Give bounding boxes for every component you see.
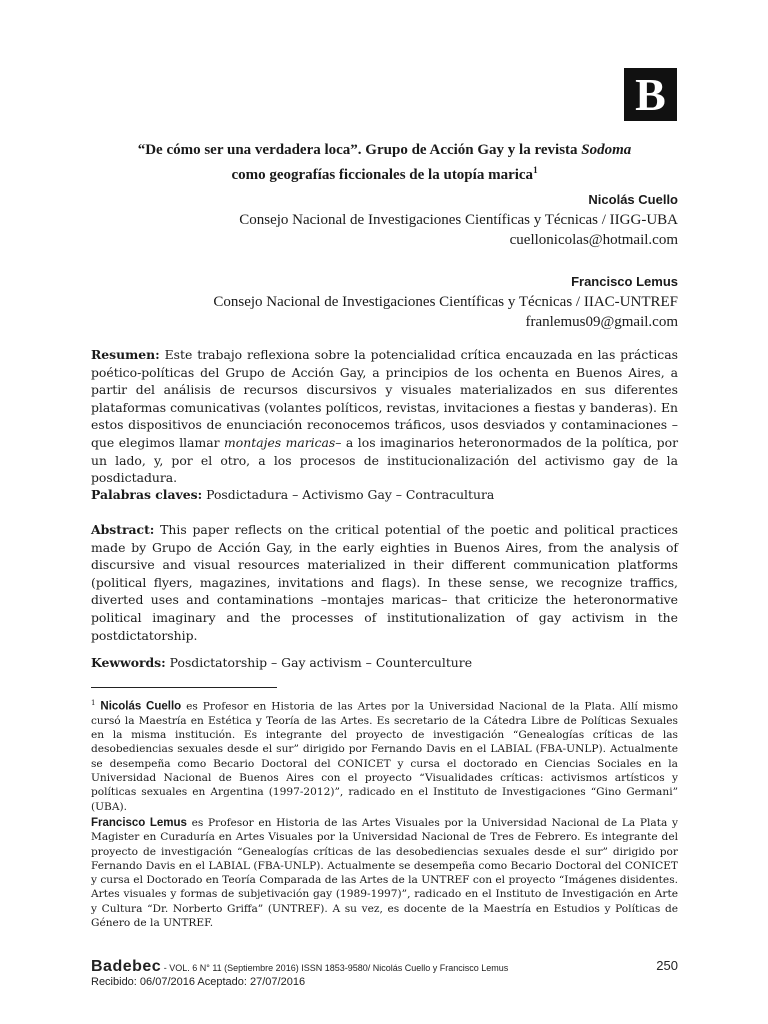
title-italic: Sodoma — [581, 142, 632, 158]
title-line2: como geografías ficcionales de la utopía marica — [231, 167, 534, 183]
title-line1: “De cómo ser una verdadera loca”. Grupo de Acción Gay y la revista Sodoma — [137, 142, 632, 158]
footnote-author-name: Nicolás Cuello — [100, 700, 182, 713]
footer-info: - VOL. 6 N° 11 (Septiembre 2016) ISSN 1853-9580/ Nicolás Cuello y Francisco Lemus — [161, 963, 509, 973]
palabras-claves: Palabras claves: Posdictadura – Activismo Gay – Contracultura — [91, 487, 495, 502]
resumen-italic: montajes maricas — [224, 434, 336, 450]
footnote-mark: 1 — [91, 699, 96, 707]
author-2 — [91, 272, 678, 332]
footnote-cuello: $^1$ Nicolás Cuello es Profesor en Historia de las Artes por la Universidad Nacional de la Plata. Allí mismo cursó la Maestría en Estética y Teoría de las Artes. Es secretario de la Cátedra Libre de Políticas Sexuales en la misma institución. Es integrante del proyecto de investigación “Genealogías críticas de las desobediencias sexuales desde el sur” dirigido por Fernando Davis en el LABIAL (FBA-UNLP). Actualmente se desempeña como Becario Doctoral del CONICET y cursa el doctorado en Ciencias Sociales en la Universidad Nacional de Buenos Aires con el proyecto “Visualidades críticas: activismos artísticos y políticas sexuales en Argentina (1997-2012)”, radicado en el Instituto de Investigaciones “Gino Germani” (UBA). — [91, 699, 679, 813]
journal-logo: B — [624, 68, 677, 121]
author-1 — [91, 190, 678, 250]
author-name: Nicolás Cuello — [588, 192, 678, 207]
author-email[interactable]: franlemus09@gmail.com — [525, 314, 678, 330]
footnote-lemus: Francisco Lemus es Profesor en Historia de las Artes Visuales por la Universidad Nacional de La Plata y Magister en Curaduría en Artes Visuales por la Universidad Nacional de Tres de Febrero. Es integrante del proyecto de investigación “Genealogías críticas de las desobediencias sexuales desde el sur” dirigido por Fernando Davis en el LABIAL (FBA-UNLP). Actualmente se desempeña como Becario Doctoral del CONICET y cursa el Doctorado en Teoría Comparada de las Artes de la UNTREF con el proyecto “Imágenes disidentes. Artes visuales y formas de subjetivación gay (1989-1997)”, radicado en el Instituto de Investigación en Arte y Cultura “Dr. Norberto Griffa” (UNTREF). A su vez, es docente de la Maestría en Estudios y Políticas de Género de la UNTREF. — [91, 817, 678, 930]
title-footnote-mark[interactable]: 1 — [533, 165, 538, 175]
palabras-label: Palabras claves: — [91, 487, 203, 502]
author-name: Francisco Lemus — [571, 274, 678, 289]
article-title — [91, 140, 678, 185]
keywords: Kewwords: Posdictatorship – Gay activism – Counterculture — [91, 655, 473, 670]
keywords-label: Kewwords: — [91, 655, 166, 670]
author-affiliation: Consejo Nacional de Investigaciones Científicas y Técnicas / IIAC-UNTREF — [213, 294, 678, 310]
page-number: 250 — [656, 958, 678, 973]
resumen-label: Resumen: — [91, 347, 160, 362]
received-dates: Recibido: 06/07/2016 Aceptado: 27/07/2016 — [91, 976, 306, 988]
footnote-divider — [91, 687, 277, 688]
journal-brand: Badebec — [91, 958, 162, 975]
abstract-paragraph: Abstract: This paper reflects on the critical potential of the poetic and political practices made by Grupo de Acción Gay, in the early eighties in Buenos Aires, from the analysis of discursive and visual resources materialized in their different communication platforms (political flyers, magazines, invitations and flags). In these sense, we recognize traffics, diverted uses and contaminations –montajes maricas– that criticize the heteronormative political imaginary and the processes of institutionalization of gay activism in the postdictatorship. — [91, 522, 678, 643]
abstract-label: Abstract: — [91, 522, 155, 537]
resumen-paragraph: Resumen: Este trabajo reflexiona sobre la potencialidad crítica encauzada en las prácticas poético-políticas del Grupo de Acción Gay, a principios de los ochenta en Buenos Aires, a partir del análisis de recursos discursivos y visuales materializados en sus diferentes plataformas comunicativas (volantes políticos, revistas, invitaciones a fiestas y banderas). En estos dispositivos de enunciación reconocemos tráficos, usos desviados y contaminaciones –que elegimos llamar montajes maricas– a los imaginarios heteronormados de la política, por un lado, y, por el otro, a los procesos de institucionalización del activismo gay de la posdictadura. — [91, 347, 678, 486]
author-affiliation: Consejo Nacional de Investigaciones Científicas y Técnicas / IIGG-UBA — [239, 212, 678, 228]
author-email[interactable]: cuellonicolas@hotmail.com — [509, 232, 678, 248]
page-footer — [91, 958, 678, 976]
footnote-author-name: Francisco Lemus — [91, 817, 187, 829]
